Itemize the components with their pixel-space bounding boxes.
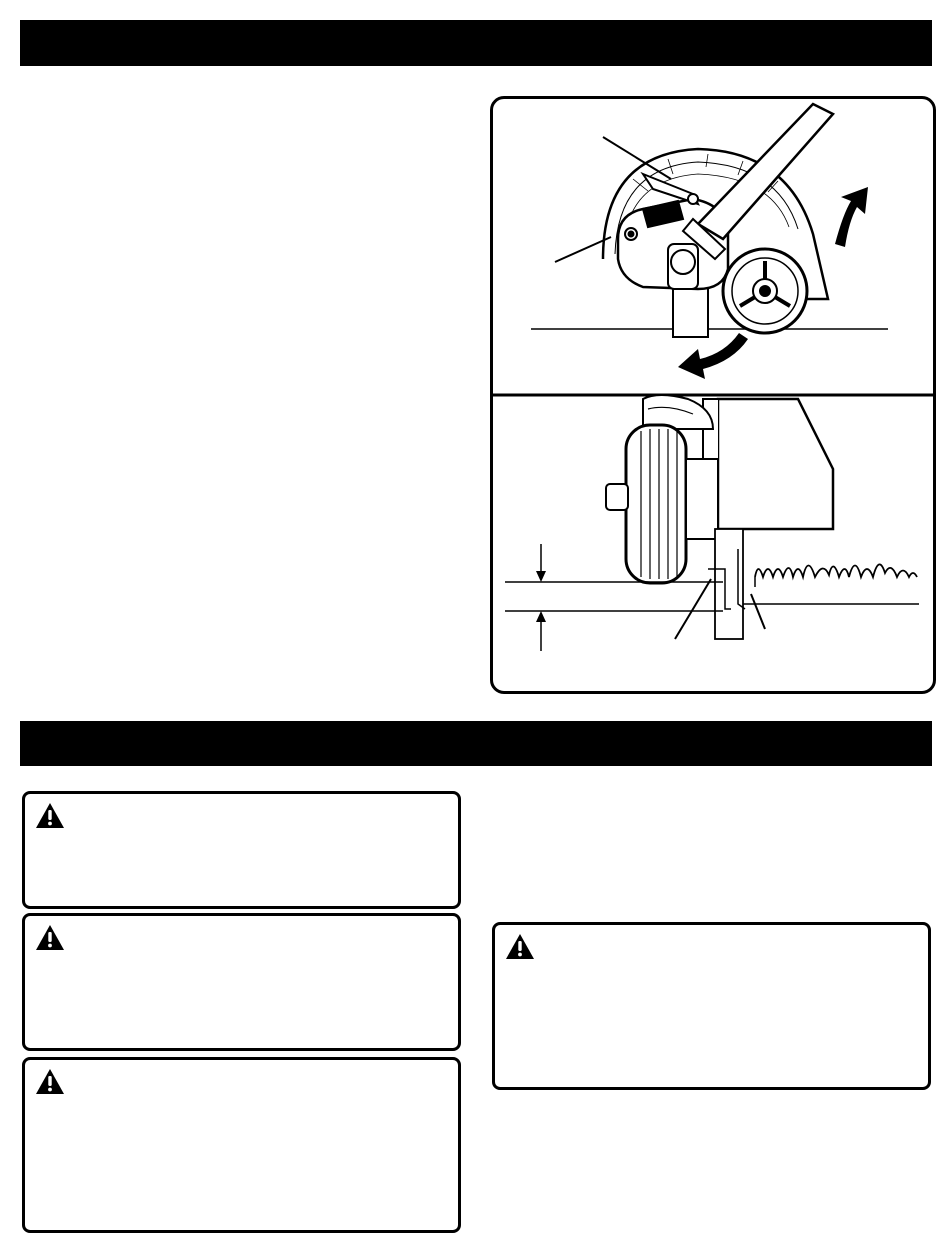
edger-front-view xyxy=(606,395,917,639)
edger-head-side-view xyxy=(531,104,888,337)
arrow-down-icon xyxy=(678,333,748,379)
arrow-down-icon xyxy=(536,571,546,582)
warning-triangle-icon xyxy=(35,802,65,830)
warning-box xyxy=(22,791,461,909)
warning-triangle-icon xyxy=(35,1068,65,1096)
edger-illustration-drawing xyxy=(493,99,933,691)
header-bar xyxy=(20,20,932,66)
callout-line xyxy=(675,579,711,639)
warning-triangle-icon xyxy=(35,924,65,952)
warning-box xyxy=(22,913,461,1051)
arrow-up-icon xyxy=(835,187,868,247)
edger-illustration xyxy=(490,96,936,694)
warning-triangle-icon xyxy=(505,933,535,961)
arrow-up-icon xyxy=(536,611,546,622)
warning-box xyxy=(22,1057,461,1233)
callout-line xyxy=(751,594,765,629)
warning-box xyxy=(492,922,931,1090)
section-bar xyxy=(20,721,932,766)
